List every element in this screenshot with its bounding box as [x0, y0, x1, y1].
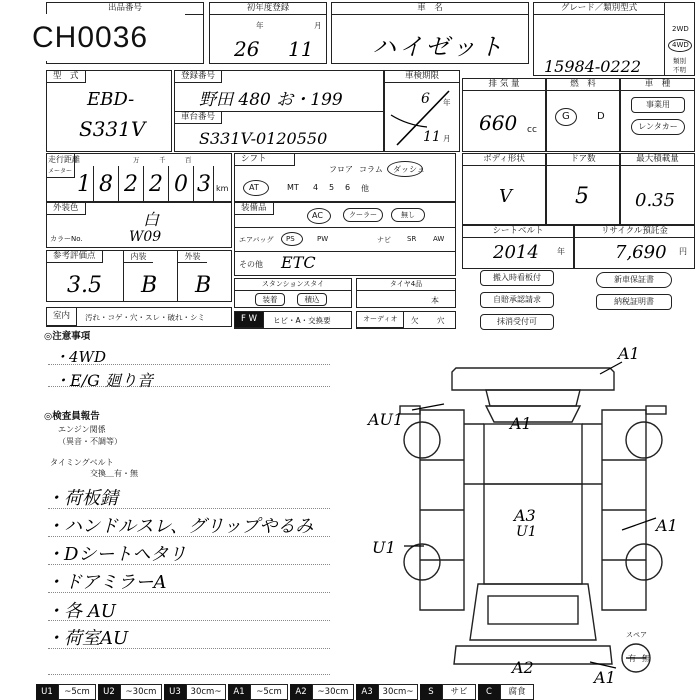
damage-a2-rear: A2: [512, 658, 534, 677]
mileage-digit-2: 8: [99, 172, 113, 197]
legend-desc-a1: ~5cm: [250, 684, 288, 700]
body-shape-cell: [462, 153, 546, 225]
damage-a1-roof: A1: [510, 414, 532, 433]
report-line-5: ・各 AU: [46, 601, 116, 622]
drive-2wd: 2WD: [672, 25, 689, 33]
shift-at: AT: [249, 183, 259, 192]
first-reg-year-unit: 年: [256, 21, 264, 30]
mileage-digit-5: 0: [174, 172, 188, 197]
mileage-unit-hyaku: 百: [185, 156, 192, 164]
inspection-cell: [384, 70, 460, 152]
doc-insurance: 自賠承認請求: [480, 292, 554, 308]
exterior-grade: B: [195, 273, 212, 298]
stanchion-b: 積込: [297, 293, 327, 306]
equip-ac: AC: [312, 211, 323, 220]
audio-cell: [356, 311, 456, 329]
engine-sub: （異音・不調等）: [58, 437, 122, 446]
grade-value: 15984-0222: [544, 57, 642, 76]
body-shape-label: ボディ形状: [463, 154, 545, 166]
report-line-1: ・荷板錆: [46, 488, 118, 509]
tire-rear-right: [626, 544, 662, 580]
report-line-4: ・ドアミラーA: [46, 572, 167, 593]
tire-rear-left: [404, 544, 440, 580]
notes-title: ◎注意事項: [44, 331, 91, 342]
grade-label: グレード／類別型式: [534, 3, 664, 15]
interior-notes-text: 汚れ・コゲ・穴・スレ・破れ・シミ: [85, 313, 205, 322]
windshield: [486, 406, 580, 422]
fuel-label: 燃 料: [547, 79, 619, 91]
spare-yes: 有: [628, 654, 636, 663]
overall-grade-label: 参考評価点: [47, 251, 103, 263]
inspection-label: 車検期限: [385, 71, 459, 83]
usage-rental: レンタカー: [631, 119, 685, 135]
usage-label: 車 種: [621, 79, 694, 91]
mileage-digit-1: 1: [77, 172, 91, 197]
timing-exchange: 交換＿有・無: [90, 469, 138, 478]
inspection-year-unit: 年: [443, 98, 451, 107]
tire-front-left: [404, 422, 440, 458]
tire-front-right: [626, 422, 662, 458]
report-title: ◎検査員報告: [44, 411, 100, 422]
fuel-g: G: [562, 111, 570, 122]
equip-other-value: ETC: [281, 253, 316, 272]
damage-a1-front: A1: [618, 344, 640, 363]
damage-a1-right: A1: [656, 516, 678, 535]
mileage-meter: メーター: [48, 168, 73, 175]
recycle-label: リサイクル預託金: [575, 226, 694, 238]
body-shape-value: V: [499, 186, 512, 207]
model-label: 型 式: [47, 71, 86, 83]
report-line-3: ・Dシートヘタリ: [46, 544, 187, 565]
fw-cell: [234, 311, 352, 329]
damage-au1-mirror: AU1: [368, 410, 404, 429]
doc-cancel: 抹消受付可: [480, 314, 554, 330]
shift-floor: フロア: [329, 165, 353, 174]
shift-label: シフト: [235, 154, 295, 166]
car-name-cell: [331, 2, 529, 64]
interior-notes-cell: [46, 307, 232, 327]
equip-ep: エアバッグ: [239, 236, 274, 244]
doc-carry-in: 搬入時看板付: [480, 270, 554, 286]
fw-label: F W: [235, 312, 264, 328]
first-reg-month: 11: [288, 37, 314, 61]
timing-label: タイミングベルト: [50, 458, 114, 467]
equip-pw: PW: [317, 235, 329, 243]
interior-notes-label: 室内: [47, 308, 77, 326]
grade-cell: [533, 2, 695, 76]
chassis-label: 車台番号: [175, 112, 222, 124]
car-name: ハイゼット: [372, 33, 506, 61]
shift-gear-4: 4: [313, 183, 319, 192]
equipment-label: 装備品: [235, 203, 274, 215]
mileage-label: 走行距離: [47, 154, 75, 178]
report-line-6: ・荷室AU: [46, 628, 129, 649]
doors-label: ドア数: [547, 154, 619, 166]
audio-a: 欠: [411, 316, 419, 325]
legend-desc-s: サビ: [442, 684, 476, 700]
load-label: 最大積載量: [621, 154, 694, 166]
car-name-label: 車 名: [332, 3, 528, 15]
tires-cell: [356, 278, 456, 308]
equip-other-label: その他: [239, 260, 263, 269]
fuel-d: D: [597, 111, 605, 122]
load-cell: [620, 153, 695, 225]
mirror-right: [646, 406, 666, 414]
doors-value: 5: [575, 184, 589, 209]
legend-desc-u1: ~5cm: [58, 684, 96, 700]
mileage-digit-4: 2: [149, 172, 163, 197]
grades-cell: [46, 250, 232, 302]
tires-unit: 本: [431, 296, 439, 305]
legend-desc-u3: 30cm~: [186, 684, 226, 700]
fw-text: ヒビ・A・交換要: [273, 316, 331, 325]
reg-number-label: 登録番号: [175, 71, 222, 83]
equip-sr: SR: [407, 235, 417, 243]
shift-cell: [234, 153, 456, 202]
seatbelt-unit: 年: [557, 247, 565, 256]
seatbelt-value: 2014: [493, 242, 539, 263]
interior-grade: B: [141, 273, 158, 298]
equip-navi: ナビ: [377, 236, 391, 244]
doors-cell: [546, 153, 620, 225]
equip-ps: PS: [286, 235, 295, 243]
doc-tax: 納税証明書: [596, 294, 672, 310]
interior-grade-label: 内装: [123, 251, 153, 263]
damage-u1-cargo: U1: [516, 524, 537, 540]
shift-dash: ダッシュ: [393, 165, 425, 174]
displacement-label: 排 気 量: [463, 79, 545, 91]
stanchion-cell: [234, 278, 352, 308]
doc-new-car-warranty: 新車保証書: [596, 272, 672, 288]
overall-grade: 3.5: [67, 273, 102, 298]
registration-cell: [174, 70, 384, 152]
seatbelt-label: シートベルト: [463, 226, 573, 238]
exterior-color-cell: [46, 202, 232, 248]
legend-code-c: C: [478, 684, 500, 700]
shift-gear-6: 6: [345, 183, 351, 192]
mileage-unit-man: 万: [133, 156, 140, 164]
chassis-value: S331V-0120550: [199, 129, 328, 148]
front-bumper: [452, 368, 614, 390]
drive-class: 類別: [673, 57, 686, 65]
first-reg-month-unit: 月: [314, 21, 322, 30]
tires-label: タイヤ4品: [357, 279, 455, 291]
legend-desc-c: 腐食: [500, 684, 534, 700]
inspection-year: 6: [421, 91, 430, 107]
legend-code-a3: A3: [356, 684, 378, 700]
mileage-digit-6: 3: [197, 172, 211, 197]
load-value: 0.35: [635, 190, 676, 211]
equip-none: 無し: [391, 208, 425, 222]
note-line-2: ・E/G 廻り音: [54, 371, 153, 390]
legend-code-s: S: [420, 684, 442, 700]
displacement-value: 660: [479, 111, 518, 135]
equip-cooler: クーラー: [343, 208, 383, 222]
mileage-digit-3: 2: [124, 172, 138, 197]
legend-code-u2: U2: [98, 684, 120, 700]
recycle-value: 7,690: [615, 242, 667, 263]
recycle-unit: 円: [679, 247, 687, 256]
exterior-color-value: 白: [143, 210, 160, 229]
mileage-unit-sen: 千: [159, 156, 166, 164]
reg-number-value: 野田 480 お・199: [199, 90, 343, 110]
note-line-1: ・4WD: [54, 348, 106, 366]
displacement-unit: cc: [527, 125, 537, 135]
color-no: W09: [129, 229, 162, 245]
rear-door: [470, 584, 596, 640]
exterior-grade-label: 外装: [177, 251, 207, 263]
inspection-month-unit: 月: [443, 134, 451, 143]
exterior-color-label: 外装色: [47, 203, 86, 215]
equipment-cell: [234, 202, 456, 276]
drive-4wd: 4WD: [672, 41, 689, 49]
usage-business: 事業用: [631, 97, 685, 113]
roof-panel: [484, 424, 582, 484]
first-reg-year: 26: [234, 37, 260, 61]
report-line-2: ・ハンドルスレ、グリップやるみ: [46, 516, 314, 537]
shift-column: コラム: [359, 165, 383, 174]
model-line2: S331V: [79, 117, 146, 141]
damage-a1-rear: A1: [594, 668, 616, 687]
shift-gear-other: 他: [361, 184, 369, 193]
legend-desc-u2: ~30cm: [120, 684, 162, 700]
inspection-month: 11: [423, 129, 441, 145]
first-registration-cell: [209, 2, 327, 64]
shift-mt: MT: [287, 183, 299, 192]
drive-class2: 不明: [673, 66, 686, 74]
usage-cell: [620, 78, 695, 152]
rear-window: [488, 596, 578, 624]
model-cell: [46, 70, 172, 152]
roof-top: [486, 390, 580, 406]
legend-code-u1: U1: [36, 684, 58, 700]
damage-u1-left: U1: [372, 538, 396, 557]
audio-b: 穴: [437, 316, 445, 325]
spare-no: 無: [642, 654, 650, 663]
stanchion-label: スタンションスタイ: [235, 279, 351, 291]
recycle-cell: [574, 225, 695, 269]
equip-aw: AW: [433, 235, 445, 243]
shift-gear-5: 5: [329, 183, 335, 192]
model-line1: EBD-: [87, 89, 135, 110]
seatbelt-cell: [462, 225, 574, 269]
damage-a3-cargo: A3: [514, 506, 536, 525]
legend-code-u3: U3: [164, 684, 186, 700]
legend-desc-a3: 30cm~: [378, 684, 418, 700]
audio-label: オーディオ: [357, 312, 404, 328]
fuel-cell: [546, 78, 620, 152]
mileage-km: km: [216, 184, 229, 193]
displacement-cell: [462, 78, 546, 152]
color-no-label: カラーNo.: [50, 235, 83, 243]
legend-code-a2: A2: [290, 684, 312, 700]
exhibit-number-label: 出品番号: [47, 3, 203, 15]
first-registration-label: 初年度登録: [210, 3, 326, 15]
legend-code-a1: A1: [228, 684, 250, 700]
stanchion-a: 装着: [255, 293, 285, 306]
mileage-cell: [46, 153, 232, 202]
spare-label: スペア: [626, 631, 647, 639]
legend-desc-a2: ~30cm: [312, 684, 354, 700]
lot-number: CH0036: [2, 14, 185, 61]
engine-label: エンジン関係: [58, 425, 106, 434]
